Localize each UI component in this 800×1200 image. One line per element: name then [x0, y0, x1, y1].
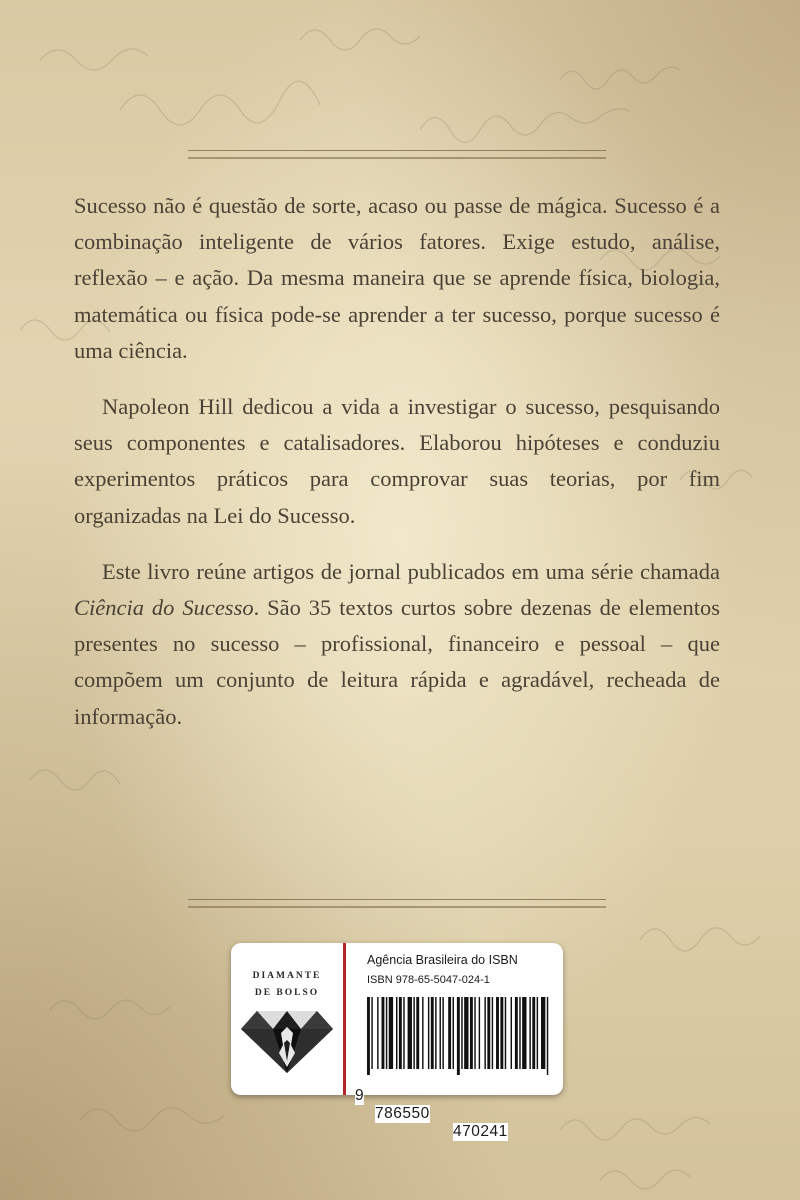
barcode-bar [382, 997, 385, 1069]
barcode-bar [515, 997, 518, 1069]
barcode-bar [484, 997, 485, 1069]
barcode-bar [416, 997, 419, 1069]
barcode-bar [505, 997, 506, 1069]
barcode-bar [453, 997, 454, 1069]
ean-right-group: 470241 [453, 1123, 508, 1140]
barcode-bar [470, 997, 473, 1069]
barcode-bar [519, 997, 520, 1069]
description-text [74, 188, 720, 755]
barcode-bar [413, 997, 414, 1069]
isbn-number: ISBN 978-65-5047-024-1 [367, 974, 490, 986]
barcode-bar [541, 997, 545, 1069]
barcode-bar [428, 997, 429, 1069]
barcode-bar [461, 997, 462, 1069]
barcode-bar [537, 997, 538, 1069]
barcode-bar [440, 997, 441, 1069]
barcode-bar [492, 997, 493, 1069]
barcode-bar [371, 997, 372, 1069]
barcode-bar [500, 997, 503, 1069]
isbn-block [353, 943, 558, 1140]
bottom-divider [188, 899, 606, 908]
barcode-bar [377, 997, 378, 1069]
barcode-bar [431, 997, 434, 1069]
barcode-bar [403, 997, 404, 1069]
paragraph-1: Sucesso não é questão de sorte, acaso ou passe de mágica. Sucesso é a combinação inteligente de vários fatores. Exige estudo, análise, reflexão – e ação. Da mesma maneira que se aprende física, biologia, matemática ou física pode-se aprender a ter sucesso, porque sucesso é uma ciência. [74, 193, 720, 363]
barcode-bar [479, 997, 480, 1069]
top-divider [188, 150, 606, 159]
barcode-bar [396, 997, 397, 1069]
barcode [353, 993, 553, 1075]
barcode-bar [389, 997, 393, 1069]
barcode-bar [487, 997, 490, 1069]
paragraph-3-rest: . São 35 textos curtos sobre dezenas de elementos presentes no sucesso – profissional, financeiro e pessoal – que compõem um conjunto de leitura rápida e agradável, recheada de informação. [74, 595, 720, 729]
barcode-bar [367, 997, 370, 1075]
isbn-agency: Agência Brasileira do ISBN [367, 953, 518, 967]
ean-digits [353, 1069, 558, 1159]
diamond-icon [237, 1003, 337, 1075]
barcode-bar [529, 997, 530, 1069]
barcode-bar [474, 997, 475, 1069]
barcode-bar [408, 997, 412, 1069]
barcode-bar [399, 997, 402, 1069]
barcode-bar [532, 997, 535, 1069]
barcode-bar [457, 997, 460, 1075]
barcode-bar [547, 997, 548, 1075]
publisher-name-line-2: DE BOLSO [254, 988, 320, 998]
barcode-bar [435, 997, 436, 1069]
series-title: Ciência do Sucesso [74, 595, 254, 621]
barcode-bar [442, 997, 443, 1069]
barcode-bar [496, 997, 499, 1069]
isbn-publisher-badge [231, 943, 563, 1140]
ean-first-digit: 9 [355, 1087, 364, 1104]
paragraph-2: Napoleon Hill dedicou a vida a investigar o sucesso, pesquisando seus componentes e catalisadores. Elaborou hipóteses e conduziu experimentos práticos para comprovar suas teorias, por fim organizadas na Lei do Sucesso. [74, 394, 720, 528]
barcode-bar [511, 997, 512, 1069]
publisher-name-line-1: DIAMANTE [252, 971, 322, 981]
paragraph-3-intro: Este livro reúne artigos de jornal publicados em uma série chamada [102, 558, 720, 584]
barcode-bar [522, 997, 526, 1069]
publisher-logo [231, 943, 346, 1095]
ean-left-group: 786550 [375, 1105, 430, 1122]
barcode-bar [464, 997, 468, 1069]
barcode-bar [386, 997, 387, 1069]
paragraph-3 [74, 554, 720, 735]
barcode-bar [422, 997, 423, 1069]
barcode-bar [448, 997, 451, 1069]
